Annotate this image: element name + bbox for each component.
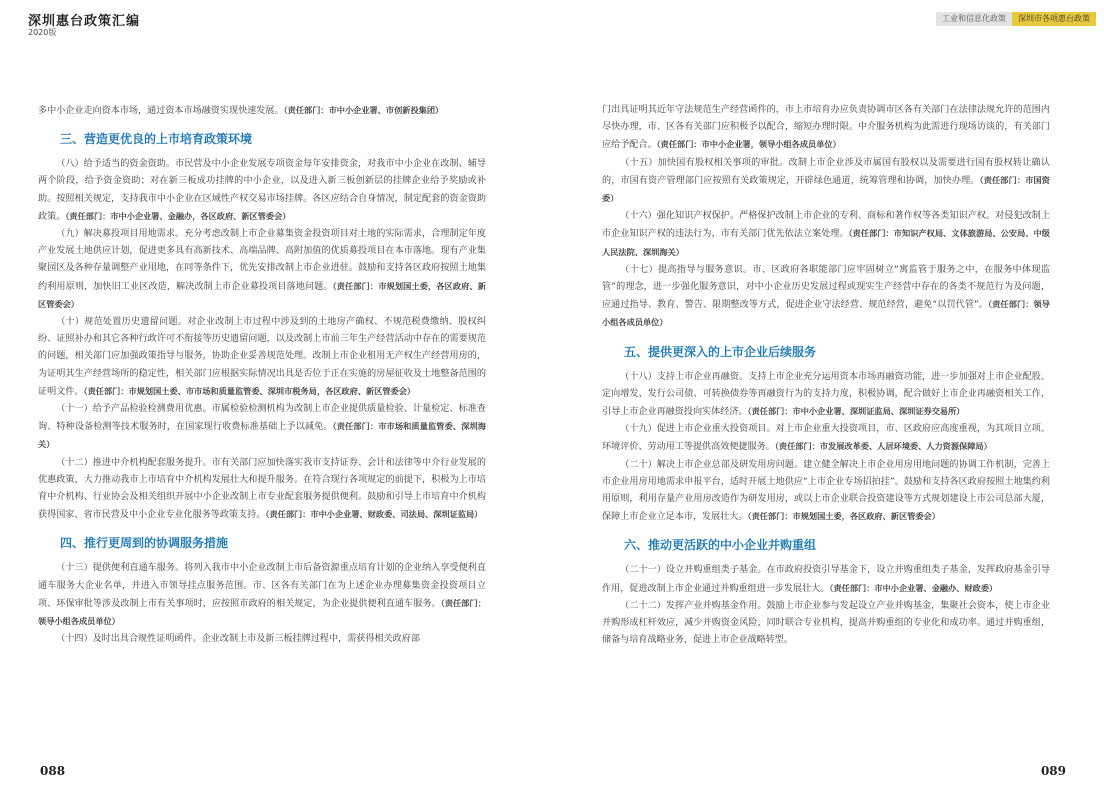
- paragraph: 多中小企业走向资本市场，通过资本市场融资实现快速发展。（责任部门：市中小企业署、市创新投集团）: [38, 105, 444, 116]
- paragraph-12: （十二）推进中介机构配套服务提升。市有关部门应加快落实我市支持证券、会计和法律等中介行业发展的优惠政策，大力推动我市上市培育中介机构发展壮大和提升服务。在符合现行各项规定的前提下，积极为上市培育中介机构、行业协会及相关组织开展中小企业改制上市专业配套服务提供便利。鼓励和引导上市培育中介机构获得国家、省市民营及中小企业专业化服务等政策支持。（责任部门：市中小企业署、财政委、司法局、深圳证监局）: [38, 457, 486, 521]
- left-text-column: [38, 102, 486, 648]
- right-text-column: [602, 102, 1050, 649]
- paragraph-15: （十五）加快国有股权相关事项的审批。改制上市企业涉及市属国有股权以及需要进行国有股权转让确认的，市国有资产管理部门应按照有关政策规定，开辟绿色通道，统筹管理和协调，加快办理。（责任部门：市国资委）: [602, 157, 1050, 204]
- paragraph-10: （十）规范处置历史遗留问题。对企业改制上市过程中涉及到的土地房产确权、不规范税费缴纳、股权纠纷、证照补办和其它各种行政许可不衔接等历史遗留问题，以及改制上市前三年生产经营活动中存在的需要规范的问题，相关部门应加强政策指导与服务，协助企业妥善规范处理。改制上市企业租用无产权生产经营用房的，为证明其生产经营场所的稳定性，相关部门应根据实际情况出具是否位于正在实施的房屋征收及土地整备范围的证明文件。（责任部门：市规划国土委、市市场和质量监管委、深圳市税务局，各区政府、新区管委会）: [38, 317, 486, 397]
- tab-shenzhen-policy: 深圳市各项惠台政策: [1012, 12, 1096, 26]
- paragraph-19: （十九）促进上市企业重大投资项目。对上市企业重大投资项目，市、区政府应高度重视，为其项目立项、环境评价、劳动用工等提供高效便捷服务。（责任部门：市发展改革委、人居环境委、人力资源保障局）: [602, 424, 1050, 453]
- paragraph-14: （十四）及时出具合规性证明函件。企业改制上市及新三板挂牌过程中，需获得相关政府部: [56, 634, 420, 645]
- paragraph-21: （二十一）设立并购重组类子基金。在市政府投资引导基金下，设立并购重组类子基金，发挥政府基金引导作用，促进改制上市企业通过并购重组进一步发展壮大。（责任部门：市中小企业署、金融办、财政委）: [602, 565, 1050, 594]
- paragraph-17: （十七）提高指导与服务意识。市、区政府各职能部门应牢固树立“寓监管于服务之中，在服务中体现监管”的理念，进一步强化服务意识，对中小企业历史发展过程或现实生产经营中存在的各类不规范行为及问题，应通过指导、教育、警告、限期整改等方式，促进企业守法经营、规范经营，避免“以罚代管”。（责任部门：领导小组各成员单位）: [602, 264, 1050, 328]
- paragraph-11: （十一）给予产品检验检测费用优惠。市属检验检测机构为改制上市企业提供质量检验、计量检定、标准查询、特种设备检测等技术服务时，在国家现行收费标准基础上予以减免。（责任部门：市市场和质量监管委、深圳海关）: [38, 404, 486, 450]
- paragraph-18: （十八）支持上市企业再融资。支持上市企业充分运用资本市场再融资功能，进一步加强对上市企业配股、定向增发、发行公司债、可转换债券等再融资行为的支持力度，积极协调，配合做好上市企业再融资相关工作，引导上市企业再融资投向实体经济。（责任部门：市中小企业署、深圳证监局、深圳证券交易所）: [602, 371, 1050, 418]
- paragraph-16: （十六）强化知识产权保护。严格保护改制上市企业的专利、商标和著作权等各类知识产权。对侵犯改制上市企业知识产权的违法行为，市有关部门优先依法立案处理。（责任部门：市知识产权局、文体旅游局、公安局、中级人民法院、深圳海关）: [602, 211, 1050, 257]
- paragraph-22: （二十二）发挥产业并购基金作用。鼓励上市企业参与发起设立产业并购基金，集聚社会资本，使上市企业并购形成杠杆效应，减少并购资金风险，同时联合专业机构，提高并购重组的专业化和成功率。通过并购重组，储备与培育战略业务，促进上市企业战略转型。: [602, 600, 1050, 646]
- header-tabs: [936, 12, 1096, 26]
- section-heading-5: 五、提供更深入的上市企业后续服务: [624, 344, 817, 359]
- page-number-left: 088: [40, 764, 66, 778]
- right-page: [552, 0, 1104, 792]
- paragraph-14-continued: 门出具证明其近年守法规范生产经营函件的，市上市培育办应负责协调市区各有关部门在法律法规允许的范围内尽快办理，市、区各有关部门应积极予以配合，缩短办理时限。中介服务机构为此需进行现场访谈的，有关部门应给予配合。（责任部门：市中小企业署，领导小组各成员单位）: [602, 105, 1050, 151]
- paragraph-8: （八）给予适当的资金资助。市民营及中小企业发展专项资金每年安排资金，对我市中小企业在改制、辅导两个阶段，给予资金资助；对在新三板成功挂牌的中小企业，以及进入新三板创新层的挂牌企业给予奖励或补助。按照相关规定，支持我市中小企业在区域性产权交易市场挂牌。各区应结合自身情况，制定配套的资金资助政策。（责任部门：市中小企业署、金融办，各区政府、新区管委会）: [38, 159, 486, 222]
- section-heading-6: 六、推动更活跃的中小企业并购重组: [624, 538, 817, 553]
- paragraph-9: （九）解决募投项目用地需求。充分考虑改制上市企业募集资金投资项目对土地的实际需求，合理制定年度产业发展土地供应计划，促进更多具有高新技术、高端品牌、高附加值的优质募投项目在本市落地。现有产业集聚园区及各种存量调整产业用地，在同等条件下，优先安排改制上市企业进驻。鼓励和支持各区政府按照土地集约利用原则，加快旧工业区改造，解决改制上市企业募投项目落地问题。（责任部门：市规划国土委，各区政府、新区管委会）: [38, 229, 486, 309]
- publication-title: 深圳惠台政策汇编: [28, 14, 141, 29]
- paragraph-13: （十三）提供便利直通车服务。将列入我市中小企业改制上市后备资源重点培育计划的企业纳入享受便利直通车服务大企业名单，并进入市领导挂点服务范围。市、区各有关部门在为上述企业办理募集资金投资项目立项、环保审批等涉及改制上市有关事项时，应按照市政府的相关规定，为企业提供便利直通车服务。（责任部门：领导小组各成员单位）: [38, 563, 486, 627]
- page-number-right: 089: [1040, 764, 1066, 778]
- section-heading-4: 四、推行更周到的协调服务措施: [60, 536, 229, 551]
- section-heading-3: 三、营造更优良的上市培育政策环境: [60, 132, 253, 147]
- edition-label: 2020版: [28, 28, 57, 37]
- paragraph-20: （二十）解决上市企业总部及研发用房问题。建立健全解决上市企业用房用地问题的协调工作机制，完善上市企业用房用地需求申报平台，适时开展土地供应“上市企业专场招拍挂”。鼓励和支持各区政府按照土地集约利用原则，利用存量产业用房改造作为研发用房，或以上市企业联合投资建设等方式规划建设上市公司总部大厦，保障上市企业立足本市，发展壮大。（责任部门：市规划国土委，各区政府、新区管委会）: [602, 459, 1050, 523]
- tab-industry-policy: 工业和信息化政策: [936, 12, 1012, 26]
